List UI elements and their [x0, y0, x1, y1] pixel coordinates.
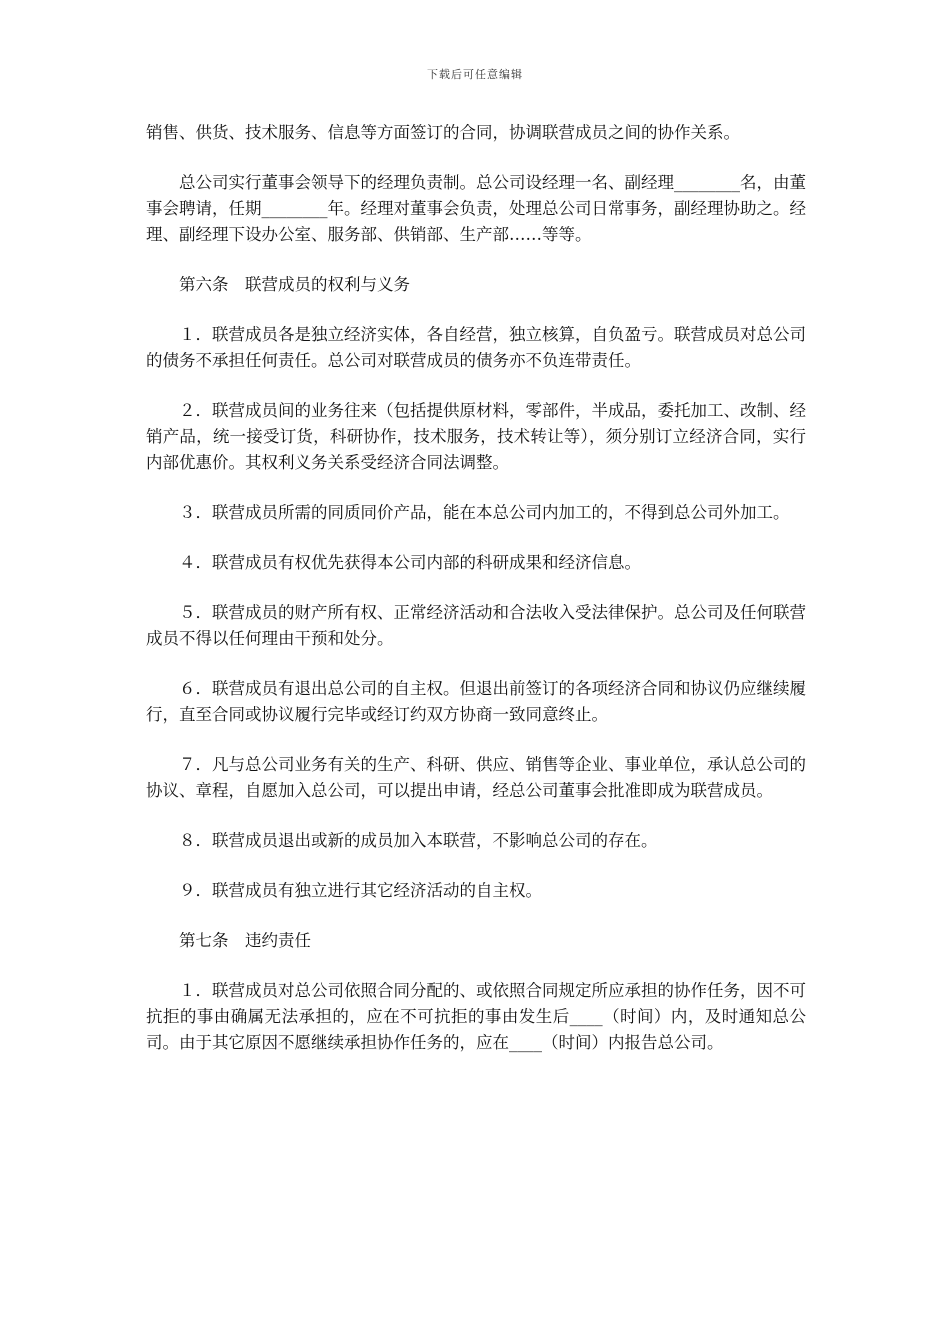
article-6-item-6: ６．联营成员有退出总公司的自主权。但退出前签订的各项经济合同和协议仍应继续履行，直至合同或协议履行完毕或经订约双方协商一致同意终止。 [146, 679, 806, 724]
page-header: 下载后可任意编辑 [427, 68, 523, 81]
article-6-item-2: ２．联营成员间的业务往来（包括提供原材料，零部件，半成品，委托加工、改制、经销产品，统一接受订货，科研协作，技术服务，技术转让等），须分别订立经济合同，实行内部优惠价。其权利义务关系受经济合同法调整。 [146, 401, 806, 472]
paragraph-2: 总公司实行董事会领导下的经理负责制。总公司设经理一名、副经理________名，由董事会聘请，任期________年。经理对董事会负责，处理总公司日常事务，副经理协助之。经理、副经理下设办公室、服务部、供销部、生产部……等等。 [146, 173, 806, 244]
document-body [146, 120, 806, 1080]
article-6-item-1: １．联营成员各是独立经济实体，各自经营，独立核算，自负盈亏。联营成员对总公司的债务不承担任何责任。总公司对联营成员的债务亦不负连带责任。 [146, 325, 806, 370]
article-6-item-3: ３．联营成员所需的同质同价产品，能在本总公司内加工的，不得到总公司外加工。 [179, 503, 790, 522]
paragraph-1: 销售、供货、技术服务、信息等方面签订的合同，协调联营成员之间的协作关系。 [146, 123, 740, 142]
article-6-item-9: ９．联营成员有独立进行其它经济活动的自主权。 [179, 881, 542, 900]
article-6-item-7: ７．凡与总公司业务有关的生产、科研、供应、销售等企业、事业单位，承认总公司的协议、章程，自愿加入总公司，可以提出申请，经总公司董事会批准即成为联营成员。 [146, 755, 806, 800]
article-6-heading: 第六条 联营成员的权利与义务 [179, 275, 410, 294]
article-7-heading: 第七条 违约责任 [179, 931, 311, 950]
article-6-item-5: ５．联营成员的财产所有权、正常经济活动和合法收入受法律保护。总公司及任何联营成员不得以任何理由干预和处分。 [146, 603, 806, 648]
article-6-item-8: ８．联营成员退出或新的成员加入本联营，不影响总公司的存在。 [179, 831, 658, 850]
article-7-item-1: １．联营成员对总公司依照合同分配的、或依照合同规定所应承担的协作任务，因不可抗拒的事由确属无法承担的，应在不可抗拒的事由发生后____（时间）内，及时通知总公司。由于其它原因不愿继续承担协作任务的，应在____（时间）内报告总公司。 [146, 981, 806, 1052]
article-6-item-4: ４．联营成员有权优先获得本公司内部的科研成果和经济信息。 [179, 553, 641, 572]
